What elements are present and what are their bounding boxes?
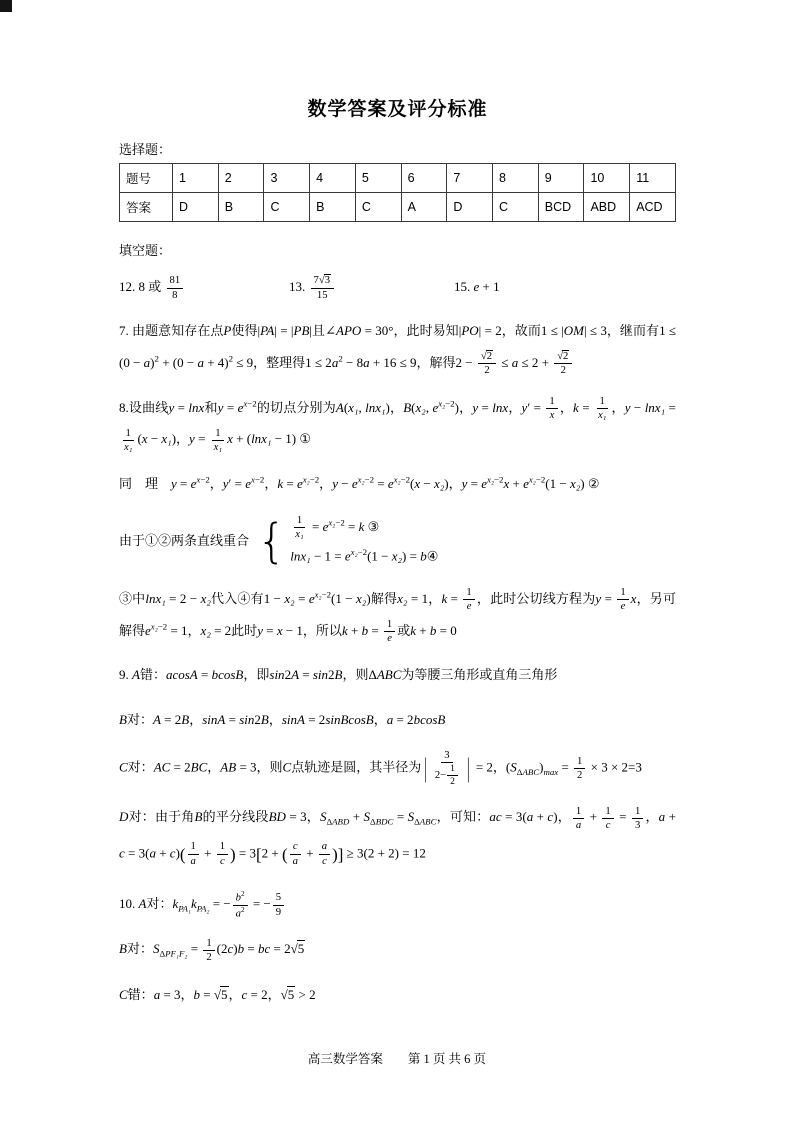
blank-answer-12: 12. 8 或 $\frac{81}{8}$: [119, 273, 289, 302]
answer-cell: A: [401, 193, 447, 222]
choice-answer-table: [119, 163, 676, 222]
answer-cell: ACD: [630, 193, 676, 222]
solution-q9-option-c: C对：AC = 2BC，AB = 3，则C点轨迹是圆，其半径为 | 3 2− $\frac{1}{2}$ | = 2，$(S_{\Delta ABC})_{max}$ = $\frac{1}{2}$ × 3 × 2=3: [119, 750, 642, 788]
system-equation-1: $\frac{1}{\text{x₁}}$ = $e^{x_2-2} = k$ ③: [295, 515, 380, 541]
answer-cell: B: [218, 193, 264, 222]
solution-q10-option-b: B对：$S_{\Delta PF_1F_2}$ = $\frac{1}{2}$ (2c)b = bc = 2√5: [119, 937, 305, 963]
answer-cell: D: [447, 193, 493, 222]
document-content: [119, 94, 676, 1023]
corner-mark: [0, 0, 12, 12]
blank-answer-13: 13. $\frac{7√3}{15}$: [289, 273, 454, 302]
row-header-cell: 答案: [120, 193, 173, 222]
system-equation-2: $\ln x_1 - 1 = e^{x_2-2}(1 - x_2)$ = b④: [290, 546, 439, 563]
answer-cell: C: [493, 193, 539, 222]
answer-cell: B: [310, 193, 356, 222]
solution-q9-option-b: B对：A = 2B，sinA = sin2B，sinA = 2sinBcosB，a = 2bcosB: [119, 712, 446, 728]
question-number-cell: 5: [355, 164, 401, 193]
table-row-answers: [120, 193, 676, 222]
answer-cell: C: [264, 193, 310, 222]
section-label-choice: 选择题：: [119, 142, 172, 157]
solution-q10-option-a: 10. A对：$k_{PA_1}k_{PA_2}$ = − $\frac{b^2}{a^2}$ = − $\frac{5}{9}$: [119, 888, 676, 920]
solution-q8-system: [119, 514, 676, 569]
solution-q10-option-c: C错：a = 3，b = √5，c = 2，√5 > 2: [119, 986, 316, 1002]
question-number-cell: 7: [447, 164, 493, 193]
solution-q7: 7. 由题意知存在点P使得|PA| = |PB|且∠APO = 30°，此时易知|PO| = 2，故而1 ≤ |OM| ≤ 3，继而有$1 \le (0 - a)^2 + (0 - a + 4)^2 \le 9$，整理得$1 \le 2a^2 - 8a + 16 \le 9$，解得2 − $\frac{√2}{2}$ ≤ a ≤ 2 + $\frac{√2}{2}$: [119, 322, 677, 377]
question-number-cell: 2: [218, 164, 264, 193]
blank-answers-row: [119, 273, 676, 302]
answer-cell: ABD: [584, 193, 630, 222]
question-number-cell: 1: [173, 164, 219, 193]
system-equations: [290, 514, 438, 569]
page-footer: 高三数学答案 第 1 页 共 6 页: [307, 1052, 487, 1066]
question-number-cell: 9: [538, 164, 584, 193]
solution-q9-option-a: 9. A错：acosA = bcosB，即sin2A = sin2B，则ΔABC为等腰三角形或直角三角形: [119, 667, 558, 683]
solution-q9-option-d: D对：由于角B的平分线段BD = 3，$S_{\Delta ABD} + S_{\Delta BDC} = S_{\Delta ABC}$，可知：ac = 3(a + c)， $\frac{1}{a}$ + $\frac{1}{c}$ = $\frac{1}{3}$ ，a + c = 3(a + c)( $\frac{1}{a}$ + $\frac{1}{c}$ ) = 3[2 + ( $\frac{c}{a}$ + $\frac{a}{c}$ )] ≥ 3(2 + 2) = 12: [119, 805, 676, 867]
answer-cell: C: [355, 193, 401, 222]
blank-answer-15: 15. e + 1: [454, 279, 500, 295]
answer-cell: D: [173, 193, 219, 222]
table-row-question-numbers: [120, 164, 676, 193]
page-title: 数学答案及评分标准: [307, 99, 488, 120]
section-label-blank: 填空题：: [119, 243, 172, 258]
answer-cell: BCD: [538, 193, 584, 222]
question-number-cell: 8: [493, 164, 539, 193]
system-lead-text: 由于①②两条直线重合: [119, 533, 250, 549]
question-number-cell: 6: [401, 164, 447, 193]
solution-q8-part2: 同 理 $y = e^{x-2}$，$y' = e^{x-2}$，$k = e^{x_2-2}$，$y - e^{x_2-2} = e^{x_2-2}(x - x_2)$，$y = e^{x_2-2}x + e^{x_2-2}(1 - x_2)$ ②: [119, 474, 600, 492]
question-number-cell: 4: [310, 164, 356, 193]
question-number-cell: 11: [630, 164, 676, 193]
system-brace: {: [257, 513, 287, 568]
solution-q8-part1: 8.设曲线y = lnx和$y = e^{x-2}$的切点分别为A(x₁, lnx₁)，B(x₂, $e^{x_2-2}$)，y = lnx，y′ = $\frac{1}{x}$ ，k = $\frac{1}{\text{x₁}}$ ，y − lnx₁ = $\frac{1}{\text{x₁}}$ (x − x₁)，y = $\frac{1}{\text{x₁}}$ x + (lnx₁ − 1) ①: [119, 395, 676, 453]
solution-q8-part4: ③中lnx₁ = 2 − x₂代入④有$1 - x_2 = e^{x_2-2}(1 - x_2)$解得x₂ = 1，k = $\frac{1}{e}$ ，此时公切线方程为y = $\frac{1}{e}$ x，另可解得$e^{x_2-2} = 1$，x₂ = 2此时y = x − 1，所以k + b = $\frac{1}{e}$ 或k + b = 0: [119, 586, 676, 645]
question-number-cell: 3: [264, 164, 310, 193]
row-header-cell: 题号: [120, 164, 173, 193]
question-number-cell: 10: [584, 164, 630, 193]
